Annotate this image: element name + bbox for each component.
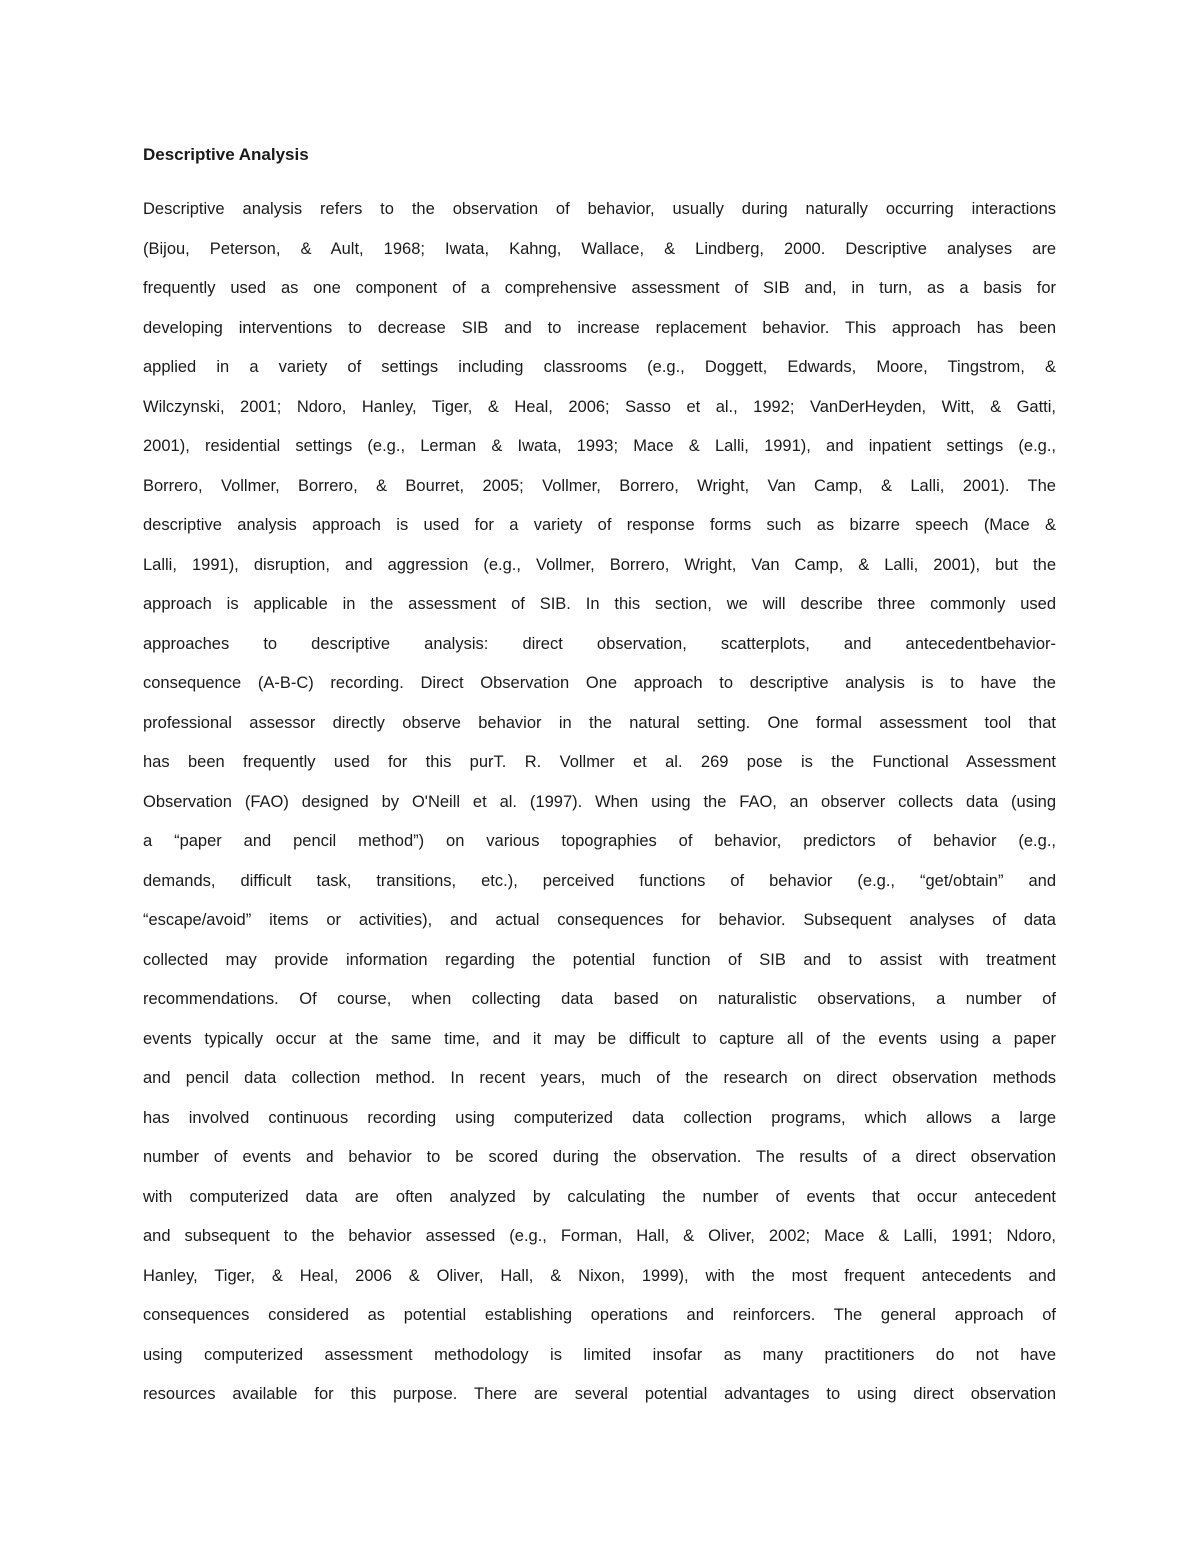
paragraph-line: Borrero, Vollmer, Borrero, & Bourret, 2005; Vollmer, Borrero, Wright, Van Camp, & Lalli, 2001). The bbox=[143, 476, 1056, 495]
paragraph-line: descriptive analysis approach is used for a variety of response forms such as bizarre speech (Mace & bbox=[143, 516, 1056, 534]
paragraph-line: consequence (A-B-C) recording. Direct Observation One approach to descriptive analysis is to have the bbox=[143, 674, 1056, 692]
paragraph-line: “escape/avoid” items or activities), and actual consequences for behavior. Subsequent analyses of data bbox=[143, 911, 1056, 929]
paragraph-line: and pencil data collection method. In recent years, much of the research on direct observation methods bbox=[143, 1069, 1056, 1087]
paragraph-line: events typically occur at the same time, and it may be difficult to capture all of the events using a paper bbox=[143, 1029, 1056, 1048]
paragraph-line: number of events and behavior to be scored during the observation. The results of a direct observation bbox=[143, 1148, 1056, 1166]
paragraph-line: approaches to descriptive analysis: direct observation, scatterplots, and antecedentbehavior- bbox=[143, 634, 1056, 653]
paragraph-line: 2001), residential settings (e.g., Lerman & Iwata, 1993; Mace & Lalli, 1991), and inpatient settings (e.g., bbox=[143, 437, 1056, 455]
paragraph-line: consequences considered as potential establishing operations and reinforcers. The general approach of bbox=[143, 1306, 1056, 1324]
paragraph-line: (Bijou, Peterson, & Ault, 1968; Iwata, Kahng, Wallace, & Lindberg, 2000. Descriptive analyses are bbox=[143, 239, 1056, 258]
section-heading: Descriptive Analysis bbox=[143, 145, 309, 164]
paragraph-line: applied in a variety of settings including classrooms (e.g., Doggett, Edwards, Moore, Tingstrom, & bbox=[143, 358, 1056, 376]
paragraph-line: collected may provide information regarding the potential function of SIB and to assist with treatment bbox=[143, 950, 1056, 969]
paragraph-line: developing interventions to decrease SIB and to increase replacement behavior. This approach has been bbox=[143, 318, 1056, 337]
paragraph-line: with computerized data are often analyzed by calculating the number of events that occur antecedent bbox=[143, 1187, 1056, 1206]
paragraph-line: professional assessor directly observe behavior in the natural setting. One formal assessment tool that bbox=[143, 713, 1056, 732]
paragraph-line: Observation (FAO) designed by O'Neill et al. (1997). When using the FAO, an observer collects data (using bbox=[143, 792, 1056, 811]
paragraph-line: Hanley, Tiger, & Heal, 2006 & Oliver, Hall, & Nixon, 1999), with the most frequent antecedents and bbox=[143, 1266, 1056, 1285]
paragraph-line: frequently used as one component of a comprehensive assessment of SIB and, in turn, as a basis for bbox=[143, 279, 1056, 297]
paragraph-line: using computerized assessment methodology is limited insofar as many practitioners do not have bbox=[143, 1345, 1056, 1364]
paragraph-line: Wilczynski, 2001; Ndoro, Hanley, Tiger, & Heal, 2006; Sasso et al., 1992; VanDerHeyden, Witt, & Gatti, bbox=[143, 397, 1056, 416]
paragraph-line: has involved continuous recording using computerized data collection programs, which allows a large bbox=[143, 1108, 1056, 1127]
paragraph-line: demands, difficult task, transitions, etc.), perceived functions of behavior (e.g., “get/obtain” and bbox=[143, 871, 1056, 890]
paragraph-line: Lalli, 1991), disruption, and aggression (e.g., Vollmer, Borrero, Wright, Van Camp, & Lalli, 2001), but the bbox=[143, 555, 1056, 574]
paragraph-line: approach is applicable in the assessment of SIB. In this section, we will describe three commonly used bbox=[143, 595, 1056, 613]
paragraph-line: resources available for this purpose. There are several potential advantages to using direct observation bbox=[143, 1385, 1056, 1403]
paragraph-line: Descriptive analysis refers to the observation of behavior, usually during naturally occurring interactions bbox=[143, 200, 1056, 218]
body-paragraph bbox=[143, 190, 1056, 1415]
paragraph-line: a “paper and pencil method”) on various topographies of behavior, predictors of behavior (e.g., bbox=[143, 832, 1056, 850]
paragraph-line: has been frequently used for this purT. R. Vollmer et al. 269 pose is the Functional Assessment bbox=[143, 753, 1056, 771]
paragraph-line: and subsequent to the behavior assessed (e.g., Forman, Hall, & Oliver, 2002; Mace & Lalli, 1991; Ndoro, bbox=[143, 1227, 1056, 1245]
paragraph-line: recommendations. Of course, when collecting data based on naturalistic observations, a number of bbox=[143, 990, 1056, 1008]
